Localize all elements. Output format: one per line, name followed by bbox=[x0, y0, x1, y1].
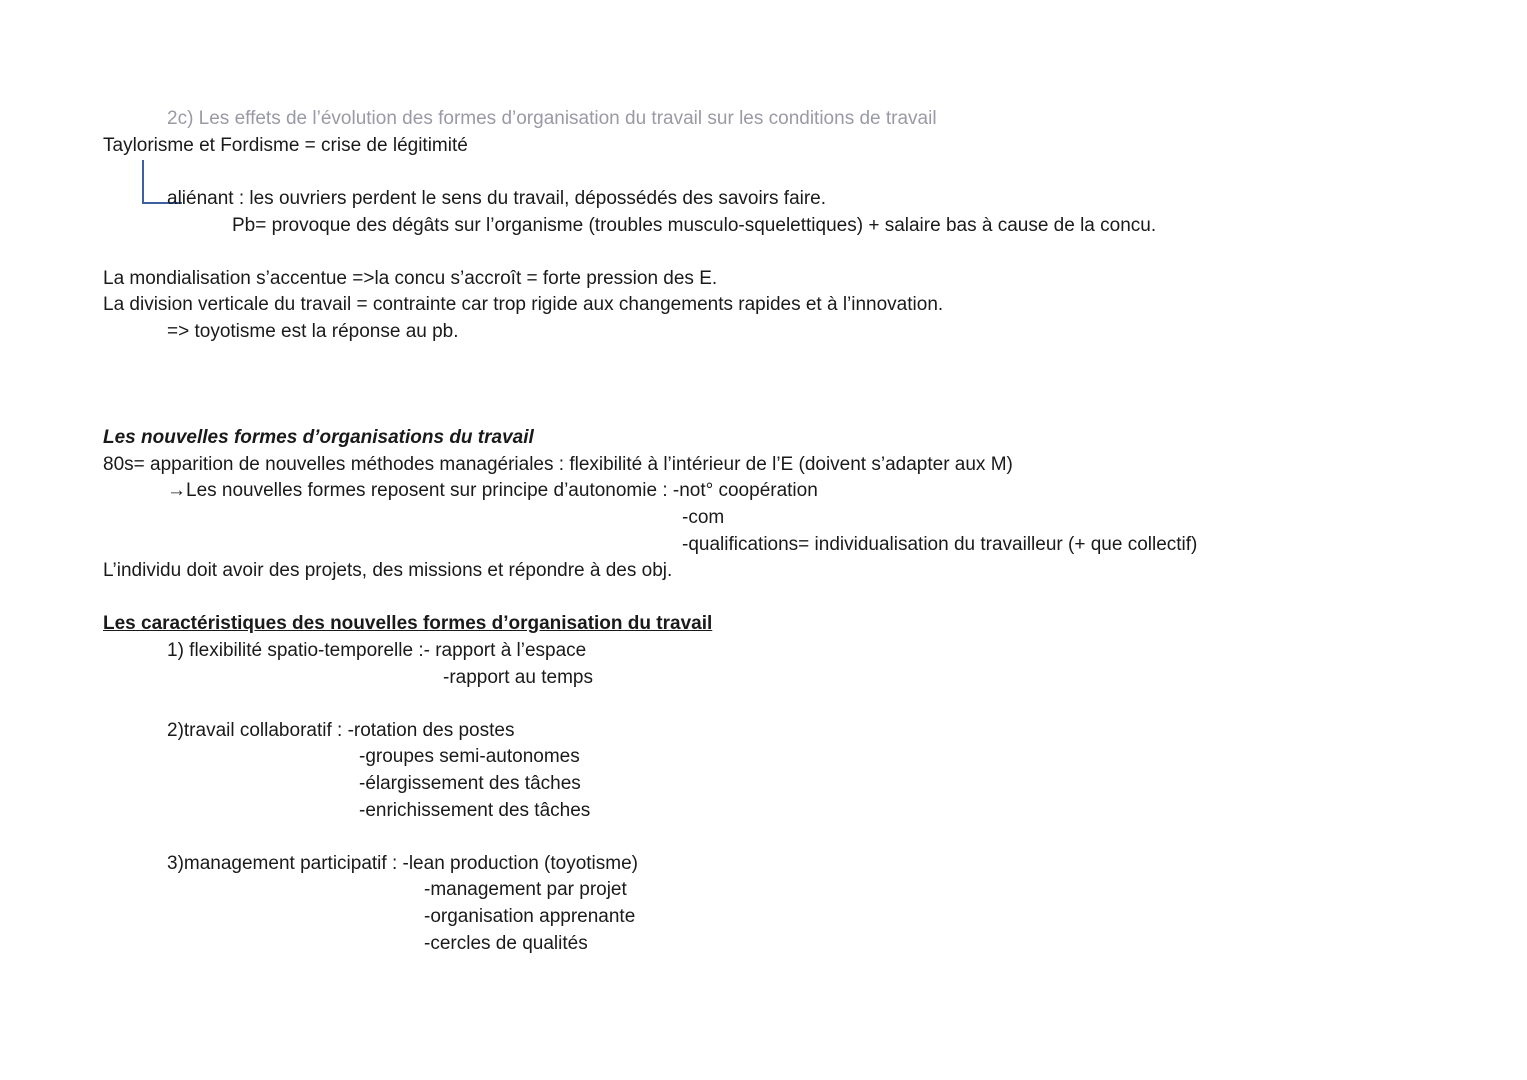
section-title: 2c) Les effets de l’évolution des formes d’organisation du travail sur les conditions de travail bbox=[167, 108, 937, 129]
eighties-line: 80s= apparition de nouvelles méthodes managériales : flexibilité à l’intérieur de l’E (doivent s’adapter aux M) bbox=[103, 454, 1013, 475]
cercles-qualites-line: -cercles de qualités bbox=[424, 933, 588, 954]
elargissement-line: -élargissement des tâches bbox=[359, 773, 581, 794]
mondialisation-line: La mondialisation s’accentue =>la concu s’accroît = forte pression des E. bbox=[103, 268, 718, 289]
taylorisme-line: Taylorisme et Fordisme = crise de légitimité bbox=[103, 135, 468, 156]
organisation-apprenante-line: -organisation apprenante bbox=[424, 906, 636, 927]
toyotisme-line: => toyotisme est la réponse au pb. bbox=[167, 321, 459, 342]
division-line: La division verticale du travail = contrainte car trop rigide aux changements rapides et à l’innovation. bbox=[103, 294, 944, 315]
nouvelles-formes-heading: Les nouvelles formes d’organisations du travail bbox=[103, 427, 534, 448]
qualifications-line: -qualifications= individualisation du travailleur (+ que collectif) bbox=[682, 534, 1198, 555]
enrichissement-line: -enrichissement des tâches bbox=[359, 800, 591, 821]
autonomie-line: →Les nouvelles formes reposent sur principe d’autonomie : -not° coopération bbox=[167, 480, 818, 501]
rapport-temps-line: -rapport au temps bbox=[443, 667, 593, 688]
individu-line: L’individu doit avoir des projets, des missions et répondre à des obj. bbox=[103, 560, 673, 581]
caracteristiques-heading: Les caractéristiques des nouvelles formes d’organisation du travail bbox=[103, 613, 713, 634]
management-projet-line: -management par projet bbox=[424, 879, 627, 900]
com-line: -com bbox=[682, 507, 725, 528]
groupes-line: -groupes semi-autonomes bbox=[359, 746, 580, 767]
bracket-connector bbox=[142, 160, 144, 204]
flexibilite-line: 1) flexibilité spatio-temporelle :- rapport à l’espace bbox=[167, 640, 587, 661]
alienant-line: aliénant : les ouvriers perdent le sens du travail, dépossédés des savoirs faire. bbox=[167, 188, 827, 209]
collaboratif-line: 2)travail collaboratif : -rotation des postes bbox=[167, 720, 515, 741]
pb-line: Pb= provoque des dégâts sur l’organisme (troubles musculo-squelettiques) + salaire bas à cause de la concu. bbox=[232, 215, 1157, 236]
management-line: 3)management participatif : -lean production (toyotisme) bbox=[167, 853, 639, 874]
